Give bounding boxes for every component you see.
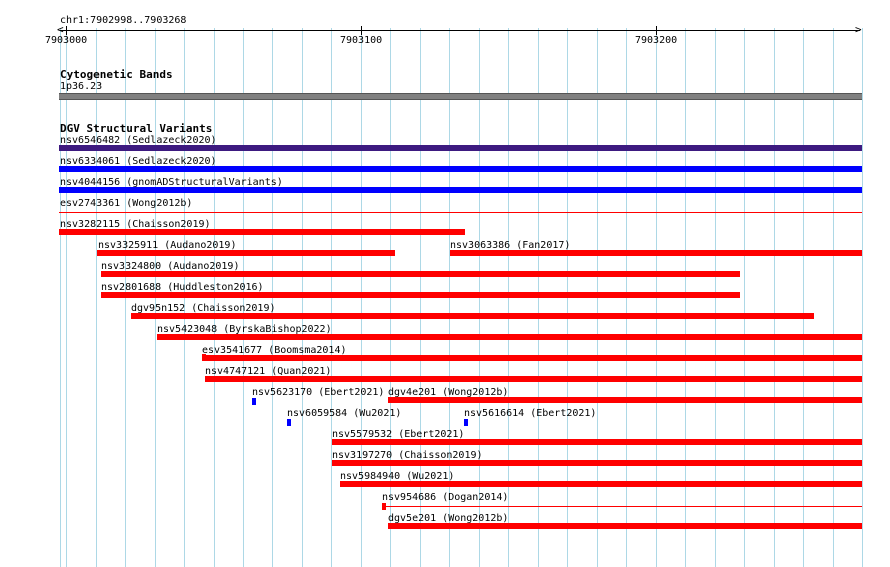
ruler-tick-7903200: [656, 26, 657, 35]
variant-label[interactable]: nsv954686 (Dogan2014): [382, 492, 509, 503]
ruler-tick-7903000: [66, 26, 67, 35]
cytoband-bar[interactable]: [59, 93, 862, 100]
variant-label[interactable]: dgv4e201 (Wong2012b): [388, 387, 509, 398]
variant-label[interactable]: esv2743361 (Wong2012b): [60, 198, 193, 209]
variant-label[interactable]: nsv5579532 (Ebert2021): [332, 429, 465, 440]
variant-label[interactable]: nsv3324800 (Audano2019): [101, 261, 240, 272]
cytoband-label: 1p36.23: [60, 81, 103, 92]
variant-label[interactable]: nsv2801688 (Huddleston2016): [101, 282, 264, 293]
variant-label[interactable]: nsv5423048 (ByrskaBishop2022): [157, 324, 332, 335]
ruler-axis: [60, 30, 860, 31]
variant-bar[interactable]: [59, 212, 862, 213]
variant-bar[interactable]: [464, 419, 468, 426]
ruler-left-arrow-icon: <: [57, 23, 64, 36]
grid-line: [60, 28, 61, 567]
ruler-tick-label: 7903200: [635, 35, 678, 46]
ruler-tick-label: 7903100: [340, 35, 383, 46]
variant-label[interactable]: nsv6334061 (Sedlazeck2020): [60, 156, 217, 167]
ruler-tick-label: 7903000: [45, 35, 88, 46]
dgv-track-title[interactable]: DGV Structural Variants: [60, 122, 213, 135]
variant-bar[interactable]: [287, 419, 291, 426]
variant-label[interactable]: nsv6059584 (Wu2021): [287, 408, 402, 419]
variant-label[interactable]: nsv3325911 (Audano2019): [98, 240, 237, 251]
variant-label[interactable]: dgv95n152 (Chaisson2019): [131, 303, 276, 314]
grid-line: [96, 28, 97, 567]
variant-label[interactable]: nsv3282115 (Chaisson2019): [60, 219, 211, 230]
cytoband-track-title[interactable]: Cytogenetic Bands: [60, 68, 173, 81]
variant-bar[interactable]: [252, 398, 256, 405]
grid-line: [862, 28, 863, 567]
variant-label[interactable]: nsv4044156 (gnomADStructuralVariants): [60, 177, 283, 188]
variant-label[interactable]: nsv5984940 (Wu2021): [340, 471, 455, 482]
ruler-tick-7903100: [361, 26, 362, 35]
variant-bar[interactable]: [382, 506, 862, 507]
variant-label[interactable]: nsv4747121 (Quan2021): [205, 366, 332, 377]
variant-label[interactable]: nsv3063386 (Fan2017): [450, 240, 571, 251]
variant-label[interactable]: nsv3197270 (Chaisson2019): [332, 450, 483, 461]
variant-label[interactable]: dgv5e201 (Wong2012b): [388, 513, 509, 524]
ruler-location-label: chr1:7902998..7903268: [60, 15, 187, 26]
variant-start-marker: [382, 503, 386, 510]
variant-label[interactable]: esv3541677 (Boomsma2014): [202, 345, 347, 356]
ruler-right-arrow-icon: >: [855, 23, 862, 36]
variant-label[interactable]: nsv5623170 (Ebert2021): [252, 387, 385, 398]
variant-label[interactable]: nsv6546482 (Sedlazeck2020): [60, 135, 217, 146]
grid-line: [66, 28, 67, 567]
variant-label[interactable]: nsv5616614 (Ebert2021): [464, 408, 597, 419]
